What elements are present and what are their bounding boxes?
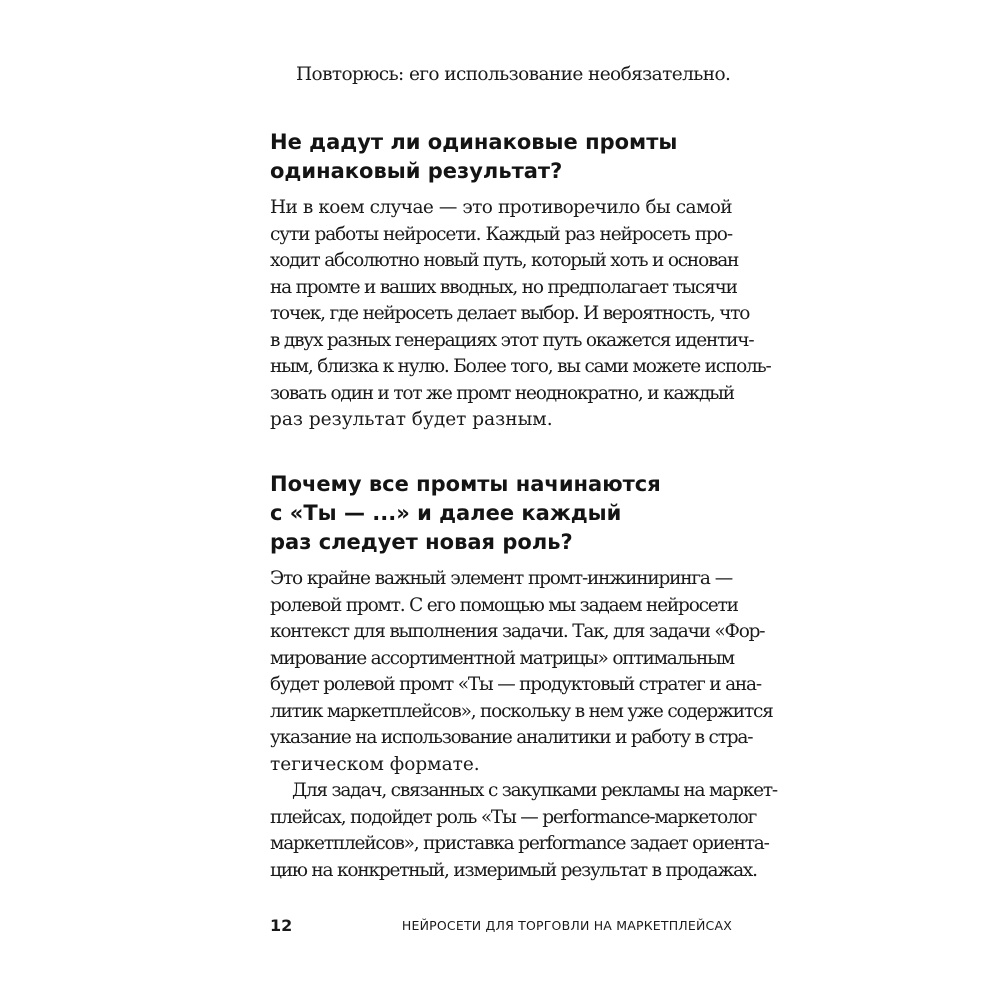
text-line: ходит абсолютно новый путь, который хоть и основан — [270, 250, 739, 271]
text-line: раз результат будет разным. — [270, 409, 553, 430]
text-line: контекст для выполнения задачи. Так, для задачи «Фор- — [270, 621, 765, 642]
text-line: плейсах, подойдет роль «Ты — performance-маркетолог — [270, 806, 757, 828]
text-line: точек, где нейросеть делает выбор. И вероятность, что — [270, 303, 750, 324]
text-line: литик маркетплейсов», поскольку в нем уже содержится — [270, 700, 773, 722]
page-footer — [270, 916, 732, 938]
text-line: Это крайне важный элемент промт-инжиниринга — — [270, 568, 732, 589]
text-line: ролевой промт. С его помощью мы задаем нейросети — [270, 594, 738, 616]
text-line: тегическом формате. — [270, 753, 480, 775]
text-line: Для задач, связанных с закупками рекламы на маркет- — [292, 780, 777, 801]
section2-heading-line: с «Ты — ...» и далее каждый — [270, 501, 622, 525]
page-number: 12 — [270, 916, 293, 935]
text-line: мирование ассортиментной матрицы» оптимальным — [270, 647, 734, 669]
section1-paragraph — [270, 195, 771, 434]
text-line: Ни в коем случае — это противоречило бы самой — [270, 197, 732, 218]
section2-paragraph-2 — [270, 778, 777, 884]
section1-heading-line: одинаковый результат? — [270, 159, 563, 183]
section2-paragraph-1 — [270, 566, 773, 778]
text-line: ным, близка к нулю. Более того, вы сами можете исполь- — [270, 356, 771, 377]
section2-heading — [270, 470, 732, 557]
section2-heading-line: раз следует новая роль? — [270, 530, 573, 554]
text-line: маркетплейсов», приставка performance задает ориента- — [270, 833, 769, 854]
running-title: НЕЙРОСЕТИ ДЛЯ ТОРГОВЛИ НА МАРКЕТПЛЕЙСАХ — [401, 918, 732, 933]
section2-heading-line: Почему все промты начинаются — [270, 472, 661, 496]
text-line: зовать один и тот же промт неоднократно, и каждый — [270, 382, 734, 404]
section1-heading — [270, 128, 732, 186]
book-page — [270, 0, 777, 1000]
text-line: будет ролевой промт «Ты — продуктовый стратег и ана- — [270, 674, 761, 695]
text-line: сути работы нейросети. Каждый раз нейросеть про- — [270, 223, 732, 245]
text-line: в двух разных генерациях этот путь окажется идентич- — [270, 329, 754, 351]
text-line: на промте и ваших вводных, но предполагает тысячи — [270, 276, 737, 298]
intro-line: Повторюсь: его использование необязательно. — [296, 64, 731, 85]
text-line: цию на конкретный, измеримый результат в продажах. — [270, 859, 757, 881]
intro-paragraph — [270, 62, 732, 89]
text-line: указание на использование аналитики и работу в стра- — [270, 727, 753, 748]
section1-heading-line: Не дадут ли одинаковые промты — [270, 130, 678, 154]
